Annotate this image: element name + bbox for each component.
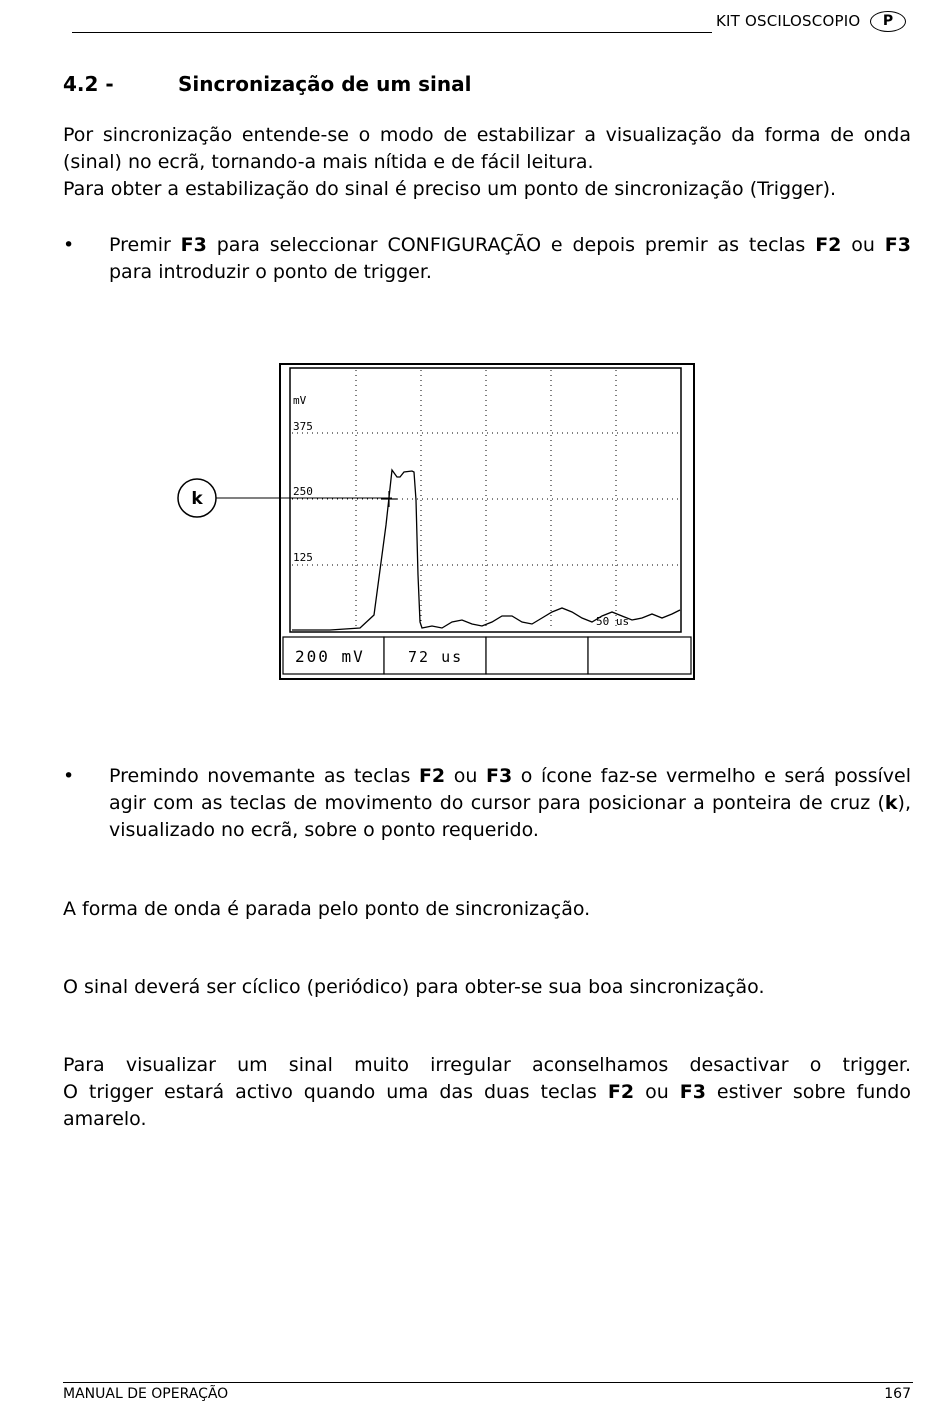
text-run: Premir xyxy=(109,234,181,256)
text-run: o ícone faz-se vermelho e será possível xyxy=(512,765,912,787)
irregular-line-3: amarelo. xyxy=(63,1108,147,1130)
text-run: agir com as teclas de movimento do cursor para posicionar a ponteira de cruz ( xyxy=(109,792,885,814)
key-f3: F3 xyxy=(884,234,911,256)
paragraph-stop: A forma de onda é parada pelo ponto de sincronização. xyxy=(63,898,591,920)
key-k: k xyxy=(884,792,898,814)
header-title: KIT OSCILOSCOPIO xyxy=(716,12,861,30)
key-f2: F2 xyxy=(815,234,842,256)
bullet-1-symbol: • xyxy=(63,234,75,256)
y-label-250: 250 xyxy=(293,485,313,498)
key-f2: F2 xyxy=(607,1081,635,1103)
bullet-2-text xyxy=(109,763,911,844)
status-volts-per-div: 200 mV xyxy=(295,647,365,666)
y-label-125: 125 xyxy=(293,551,313,564)
oscilloscope-screen-figure xyxy=(170,360,700,685)
language-badge: P xyxy=(870,11,906,32)
bullet-1-line-1 xyxy=(109,232,911,259)
page-number: 167 xyxy=(884,1386,911,1402)
text-run: estiver sobre fundo xyxy=(705,1081,911,1103)
key-f3: F3 xyxy=(486,765,513,787)
intro-paragraph xyxy=(63,122,911,203)
section-number: 4.2 - xyxy=(63,72,114,96)
section-title: Sincronização de um sinal xyxy=(178,72,472,96)
key-f3: F3 xyxy=(180,234,207,256)
unit-label: mV xyxy=(293,394,307,407)
bullet-1-text xyxy=(109,232,911,286)
y-label-375: 375 xyxy=(293,420,313,433)
intro-line-3: Para obter a estabilização do sinal é preciso um ponto de sincronização (Trigger). xyxy=(63,178,837,200)
paragraph-cyclic: O sinal deverá ser cíclico (periódico) para obter-se sua boa sincronização. xyxy=(63,976,765,998)
text-run: O trigger estará activo quando uma das duas teclas xyxy=(63,1081,608,1103)
header-rule xyxy=(72,32,712,33)
text-run: ou xyxy=(634,1081,680,1103)
status-time: 72 us xyxy=(408,648,464,666)
text-run: para seleccionar CONFIGURAÇÃO e depois premir as teclas xyxy=(206,234,816,256)
bullet-2-symbol: • xyxy=(63,765,75,787)
intro-line-1: Por sincronização entende-se o modo de estabilizar a visualização da forma de onda xyxy=(63,124,911,146)
text-run: Premindo novemante as teclas xyxy=(109,765,419,787)
paragraph-irregular xyxy=(63,1052,911,1133)
callout-k-label: k xyxy=(191,489,203,509)
time-label: 50 us xyxy=(596,615,630,628)
footer-rule xyxy=(63,1382,913,1383)
bullet-2-line-2 xyxy=(109,790,911,817)
footer-manual-title: MANUAL DE OPERAÇÃO xyxy=(63,1386,229,1402)
irregular-line-2 xyxy=(63,1079,911,1106)
intro-line-2: (sinal) no ecrã, tornando-a mais nítida e de fácil leitura. xyxy=(63,151,594,173)
text-run: ou xyxy=(445,765,486,787)
bullet-1-line-2: para introduzir o ponto de trigger. xyxy=(109,261,432,283)
bullet-2-line-3: visualizado no ecrã, sobre o ponto requerido. xyxy=(109,819,539,841)
bullet-2-line-1 xyxy=(109,763,911,790)
key-f2: F2 xyxy=(418,765,446,787)
text-run: ou xyxy=(841,234,885,256)
text-run: ), xyxy=(897,792,911,814)
irregular-line-1: Para visualizar um sinal muito irregular aconselhamos desactivar o trigger. xyxy=(63,1054,911,1076)
key-f3: F3 xyxy=(679,1081,706,1103)
